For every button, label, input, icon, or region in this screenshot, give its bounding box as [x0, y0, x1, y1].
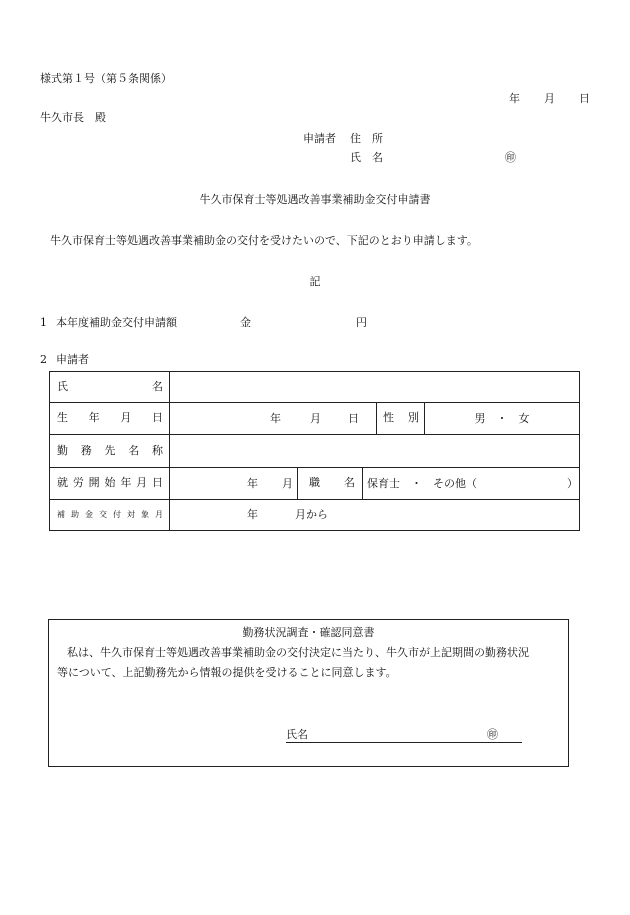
- applicant-label: 申請者: [303, 132, 336, 145]
- table-rule: [49, 530, 580, 531]
- section1-number: 1: [40, 316, 47, 329]
- sex-label: 性 別: [383, 411, 419, 424]
- section1-kin: 金: [240, 316, 251, 329]
- sex-choice[interactable]: 男 ・ 女: [474, 411, 530, 425]
- table-rule: [579, 371, 580, 531]
- table-rule: [297, 467, 298, 500]
- name-field[interactable]: [170, 372, 579, 402]
- date-year-label: 年: [509, 92, 520, 105]
- consent-seal-mark: ㊞: [487, 728, 498, 741]
- row-name-label: 氏 名: [57, 379, 163, 393]
- table-rule: [49, 371, 50, 531]
- date-day-label: 日: [579, 92, 590, 105]
- date-month-label: 月: [544, 92, 555, 105]
- section1-yen: 円: [356, 316, 367, 329]
- row-target-month-label: 補 助 金 交 付 対 象 月: [57, 509, 163, 519]
- table-rule: [376, 402, 377, 435]
- workplace-field[interactable]: [170, 435, 579, 467]
- address-label: 住 所: [350, 132, 383, 145]
- consent-text-line2: 等について、上記勤務先から情報の提供を受けることに同意します。: [57, 666, 397, 679]
- consent-title: 勤務状況調査・確認同意書: [242, 626, 375, 639]
- name-label: 氏 名: [350, 151, 383, 164]
- form-number: 様式第１号（第５条関係）: [40, 72, 172, 85]
- row-birthdate-label: 生 年 月 日: [57, 411, 163, 424]
- consent-signature-line[interactable]: [286, 742, 522, 743]
- job-title-choice[interactable]: 保育士 ・ その他（ ）: [367, 476, 578, 490]
- document-title: 牛久市保育士等処遇改善事業補助金交付申請書: [199, 193, 431, 206]
- consent-box: [48, 619, 569, 767]
- birthdate-field[interactable]: 年 月 日: [270, 411, 359, 425]
- row-workplace-label: 勤 務 先 名 称: [57, 443, 163, 457]
- section1-label: 本年度補助金交付申請額: [56, 316, 177, 329]
- section2-label: 申請者: [56, 353, 89, 366]
- addressee: 牛久市長 殿: [40, 111, 106, 124]
- section2-number: 2: [40, 353, 47, 366]
- target-month-field[interactable]: 年 月から: [247, 508, 328, 521]
- start-date-field[interactable]: 年 月: [247, 476, 293, 490]
- body-text: 牛久市保育士等処遇改善事業補助金の交付を受けたいので、下記のとおり申請します。: [50, 234, 478, 247]
- consent-text-line1: 私は、牛久市保育士等処遇改善事業補助金の交付決定に当たり、牛久市が上記期間の勤務状況: [67, 646, 529, 659]
- applicant-table: [49, 371, 580, 531]
- job-title-label: 職 名: [309, 476, 355, 489]
- seal-mark: ㊞: [505, 151, 516, 164]
- ki-heading: 記: [309, 275, 321, 288]
- consent-name-label: 氏名: [286, 728, 308, 741]
- row-start-date-label: 就 労 開 始 年 月 日: [57, 476, 163, 489]
